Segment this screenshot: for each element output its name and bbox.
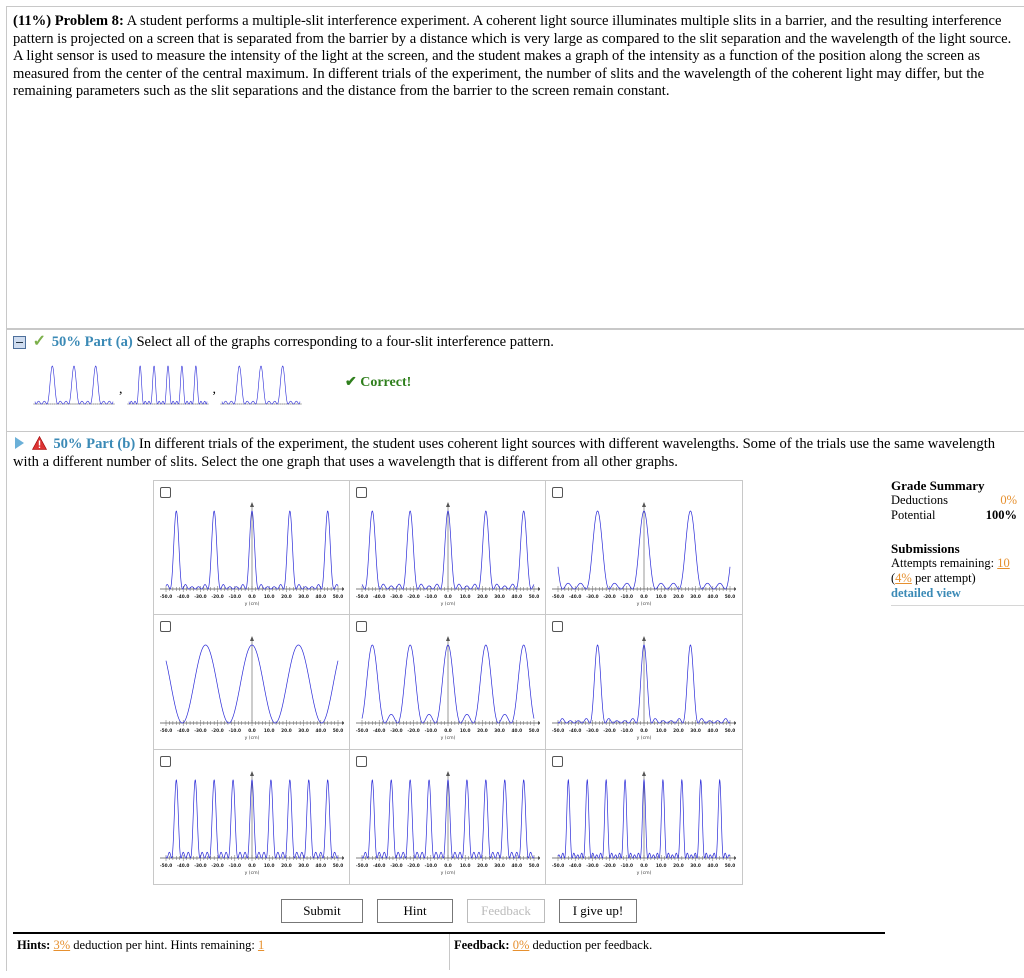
x-tick-label: 10.0	[263, 863, 275, 869]
x-tick-label: -30.0	[194, 729, 207, 735]
answer-separator: ,	[212, 382, 216, 397]
per-attempt-label: per attempt)	[914, 571, 976, 585]
x-tick-label: 10.0	[655, 729, 667, 735]
problem-weight: (11%)	[13, 13, 52, 29]
x-axis-arrow	[342, 721, 344, 725]
y-axis-arrow	[446, 502, 450, 507]
intensity-graph	[160, 768, 344, 880]
x-axis-arrow	[538, 721, 540, 725]
x-tick-label: 50.0	[332, 863, 344, 869]
x-tick-label: 20.0	[673, 595, 684, 600]
graph-option[interactable]	[350, 615, 546, 749]
x-tick-label: -50.0	[356, 595, 369, 600]
x-tick-label: 50.0	[332, 729, 344, 735]
x-axis-label: y (cm)	[440, 870, 456, 876]
x-axis-label: y (cm)	[636, 870, 652, 876]
per-attempt-pct: 4%	[895, 571, 912, 585]
collapse-icon[interactable]	[13, 336, 26, 349]
hints-pct: 3%	[53, 938, 71, 952]
x-tick-label: 20.0	[477, 863, 488, 869]
grade-summary-title: Grade Summary	[891, 478, 985, 493]
x-tick-label: -20.0	[603, 863, 616, 869]
x-tick-label: -20.0	[603, 729, 616, 735]
x-tick-label: -10.0	[424, 729, 437, 735]
x-tick-label: 40.0	[707, 729, 719, 735]
x-tick-label: 30.0	[494, 863, 505, 869]
answer-thumbnail	[127, 356, 209, 412]
intensity-graph	[552, 633, 736, 745]
selected-answers	[33, 356, 302, 416]
x-tick-label: 50.0	[332, 595, 344, 600]
x-tick-label: -10.0	[228, 863, 241, 869]
potential-label: Potential	[891, 508, 936, 522]
x-tick-label: 10.0	[459, 729, 471, 735]
x-tick-label: -50.0	[160, 595, 173, 600]
potential-value: 100%	[985, 508, 1017, 522]
x-tick-label: -40.0	[373, 863, 386, 869]
x-axis-arrow	[538, 587, 540, 591]
part-b-label: Part (b)	[86, 436, 136, 452]
y-axis-arrow	[642, 502, 646, 507]
problem-statement	[6, 6, 1024, 329]
y-axis-arrow	[446, 771, 450, 776]
problem-text: A student performs a multiple-slit interference experiment. A coherent light source illuminates multiple slits in a barrier, and the resulting interference pattern is projected on a screen that is separated from the barrier by a distance which is very large as compared to the slit separation and the wavelength of the light source. A light sensor is used to measure the intensity of the light at the screen, and the student makes a graph of the intensity as a function of the position along the screen as measured from the center of the central maximum. In different trials of the experiment, the number of slits and the wavelength of the coherent light may differ, but the remaining parameters such as the slit separations and the distance from the barrier to the screen remain constant.	[13, 13, 1012, 100]
y-axis-arrow	[250, 771, 254, 776]
graph-option[interactable]	[154, 615, 350, 749]
option-checkbox[interactable]	[552, 621, 563, 632]
hints-text: deduction per hint. Hints remaining:	[73, 938, 255, 952]
intensity-graph	[356, 499, 540, 611]
detailed-view-link[interactable]: detailed view	[891, 586, 961, 600]
answer-separator: ,	[119, 382, 123, 397]
x-tick-label: 10.0	[459, 595, 471, 600]
feedback-info	[450, 934, 656, 970]
x-tick-label: 40.0	[511, 863, 523, 869]
x-tick-label: 0.0	[640, 729, 648, 735]
x-tick-label: 20.0	[281, 863, 292, 869]
y-axis-arrow	[642, 636, 646, 641]
x-tick-label: 20.0	[281, 729, 292, 735]
x-tick-label: -10.0	[620, 863, 633, 869]
intensity-graph	[552, 768, 736, 880]
x-tick-label: 0.0	[248, 729, 256, 735]
hints-label: Hints:	[17, 938, 51, 952]
intensity-graph	[160, 633, 344, 745]
x-tick-label: 30.0	[494, 729, 505, 735]
check-icon: ✓	[32, 333, 47, 350]
x-tick-label: 0.0	[444, 863, 452, 869]
x-axis-label: y (cm)	[636, 602, 652, 607]
x-tick-label: 50.0	[528, 863, 540, 869]
x-tick-label: 0.0	[444, 729, 452, 735]
x-tick-label: 20.0	[673, 729, 684, 735]
x-tick-label: 40.0	[707, 595, 719, 600]
x-tick-label: -50.0	[552, 729, 565, 735]
x-tick-label: -50.0	[356, 863, 369, 869]
x-tick-label: -10.0	[620, 729, 633, 735]
x-tick-label: 0.0	[248, 863, 256, 869]
x-axis-arrow	[734, 587, 736, 591]
x-tick-label: -40.0	[177, 863, 190, 869]
feedback-button[interactable]: Feedback	[467, 899, 545, 923]
x-tick-label: -40.0	[373, 729, 386, 735]
answer-thumbnail	[33, 356, 115, 412]
x-tick-label: -20.0	[211, 729, 224, 735]
footer	[13, 932, 885, 970]
feedback-pct: 0%	[512, 938, 530, 952]
x-tick-label: 50.0	[724, 729, 736, 735]
x-tick-label: 10.0	[655, 863, 667, 869]
correct-status: ✔ Correct!	[345, 375, 412, 390]
part-a-prompt: Select all of the graphs corresponding to a four-slit interference pattern.	[136, 334, 554, 350]
y-axis-arrow	[250, 502, 254, 507]
x-tick-label: -10.0	[424, 863, 437, 869]
x-tick-label: -30.0	[390, 863, 403, 869]
option-checkbox[interactable]	[552, 756, 563, 767]
x-axis-label: y (cm)	[244, 602, 260, 607]
expand-icon[interactable]	[15, 437, 24, 449]
x-tick-label: -10.0	[620, 595, 633, 600]
x-tick-label: 0.0	[248, 595, 256, 600]
x-axis-label: y (cm)	[440, 602, 456, 607]
part-b-prompt: In different trials of the experiment, the student uses coherent light sources with different wavelengths. Some of the trials use the same wavelength with a different number of slits. Select the one graph that uses a wavelength that is different from all other graphs.	[13, 436, 996, 470]
submissions-title: Submissions	[891, 541, 960, 556]
x-tick-label: 50.0	[528, 729, 540, 735]
part-a-percent: 50%	[51, 334, 81, 350]
x-axis-arrow	[734, 856, 736, 860]
x-tick-label: 10.0	[655, 595, 667, 600]
x-tick-label: -30.0	[194, 863, 207, 869]
x-tick-label: 40.0	[315, 729, 327, 735]
x-tick-label: 40.0	[511, 729, 523, 735]
x-tick-label: -30.0	[194, 595, 207, 600]
part-a-label: Part (a)	[84, 334, 133, 350]
x-tick-label: 30.0	[298, 863, 309, 869]
x-tick-label: 20.0	[673, 863, 684, 869]
x-tick-label: -40.0	[569, 729, 582, 735]
intensity-graph	[356, 768, 540, 880]
graph-option[interactable]	[154, 750, 350, 884]
x-tick-label: -40.0	[177, 729, 190, 735]
graph-option[interactable]	[546, 750, 742, 884]
x-tick-label: -30.0	[390, 729, 403, 735]
y-axis-arrow	[446, 636, 450, 641]
intensity-graph	[356, 633, 540, 745]
graph-option[interactable]	[154, 481, 350, 615]
warning-icon	[32, 436, 47, 450]
feedback-label: Feedback:	[454, 938, 510, 952]
x-tick-label: 0.0	[640, 595, 648, 600]
graph-option[interactable]	[546, 615, 742, 749]
y-axis-arrow	[250, 636, 254, 641]
x-axis-label: y (cm)	[244, 870, 260, 876]
x-tick-label: -40.0	[177, 595, 190, 600]
part-b-percent: 50%	[53, 436, 83, 452]
x-tick-label: -20.0	[211, 595, 224, 600]
x-tick-label: -40.0	[569, 595, 582, 600]
x-axis-arrow	[342, 856, 344, 860]
x-tick-label: 30.0	[690, 729, 701, 735]
x-tick-label: 0.0	[640, 863, 648, 869]
problem-number: Problem 8:	[54, 13, 124, 29]
x-tick-label: 50.0	[724, 595, 736, 600]
x-tick-label: 20.0	[477, 729, 488, 735]
x-axis-label: y (cm)	[440, 736, 456, 742]
x-tick-label: -30.0	[586, 595, 599, 600]
graph-choices	[153, 480, 743, 885]
x-tick-label: -20.0	[407, 863, 420, 869]
intensity-graph	[160, 499, 344, 611]
hints-info	[13, 934, 450, 970]
give-up-button[interactable]: I give up!	[559, 899, 637, 923]
x-tick-label: -40.0	[373, 595, 386, 600]
attempts-label: Attempts remaining:	[891, 556, 995, 570]
x-tick-label: -10.0	[228, 595, 241, 600]
intensity-graph	[552, 499, 736, 611]
x-tick-label: 50.0	[528, 595, 540, 600]
deductions-value: 0%	[1000, 493, 1017, 507]
x-tick-label: -20.0	[407, 595, 420, 600]
graph-option[interactable]	[350, 750, 546, 884]
thumb-curve	[35, 366, 113, 404]
x-tick-label: -50.0	[160, 863, 173, 869]
x-tick-label: 30.0	[690, 863, 701, 869]
option-checkbox[interactable]	[552, 487, 563, 498]
feedback-text: deduction per feedback.	[532, 938, 653, 952]
x-tick-label: 10.0	[263, 729, 275, 735]
x-tick-label: -50.0	[552, 863, 565, 869]
answer-thumbnail	[220, 356, 302, 412]
x-tick-label: 30.0	[494, 595, 505, 600]
thumb-curve	[222, 366, 300, 404]
x-tick-label: -20.0	[211, 863, 224, 869]
x-tick-label: -30.0	[390, 595, 403, 600]
y-axis-arrow	[642, 771, 646, 776]
x-tick-label: -10.0	[424, 595, 437, 600]
x-tick-label: 30.0	[298, 729, 309, 735]
x-tick-label: -40.0	[569, 863, 582, 869]
x-axis-label: y (cm)	[636, 736, 652, 742]
option-checkbox[interactable]	[160, 487, 171, 498]
deductions-label: Deductions	[891, 493, 948, 507]
thumb-curve	[129, 366, 207, 404]
x-tick-label: 40.0	[315, 595, 327, 600]
x-tick-label: -50.0	[552, 595, 565, 600]
x-tick-label: 0.0	[444, 595, 452, 600]
x-axis-label: y (cm)	[244, 736, 260, 742]
x-axis-arrow	[538, 856, 540, 860]
x-tick-label: -30.0	[586, 729, 599, 735]
option-checkbox[interactable]	[356, 756, 367, 767]
x-tick-label: -20.0	[407, 729, 420, 735]
option-checkbox[interactable]	[356, 487, 367, 498]
option-checkbox[interactable]	[160, 756, 171, 767]
option-checkbox[interactable]	[356, 621, 367, 632]
x-tick-label: -30.0	[586, 863, 599, 869]
part-b	[6, 431, 1024, 971]
graph-option[interactable]	[350, 481, 546, 615]
x-tick-label: -20.0	[603, 595, 616, 600]
x-tick-label: 20.0	[477, 595, 488, 600]
part-a	[6, 329, 1024, 431]
x-tick-label: -50.0	[356, 729, 369, 735]
hints-remaining: 1	[257, 938, 265, 952]
x-tick-label: -50.0	[160, 729, 173, 735]
x-tick-label: 30.0	[690, 595, 701, 600]
x-tick-label: 20.0	[281, 595, 292, 600]
submit-button[interactable]: Submit	[281, 899, 363, 923]
x-tick-label: 40.0	[315, 863, 327, 869]
option-checkbox[interactable]	[160, 621, 171, 632]
grade-summary: Grade Summary Deductions 0% Potential 100% Submissions Attempts remaining: 10 (4% per attempt) detailed view	[891, 478, 1017, 606]
action-buttons	[281, 899, 651, 923]
x-tick-label: 40.0	[511, 595, 523, 600]
x-tick-label: 10.0	[263, 595, 275, 600]
x-tick-label: 40.0	[707, 863, 719, 869]
attempts-value: 10	[997, 556, 1010, 570]
x-tick-label: 50.0	[724, 863, 736, 869]
x-axis-arrow	[734, 721, 736, 725]
x-tick-label: 30.0	[298, 595, 309, 600]
hint-button[interactable]: Hint	[377, 899, 453, 923]
graph-option[interactable]	[546, 481, 742, 615]
x-tick-label: -10.0	[228, 729, 241, 735]
x-tick-label: 10.0	[459, 863, 471, 869]
x-axis-arrow	[342, 587, 344, 591]
